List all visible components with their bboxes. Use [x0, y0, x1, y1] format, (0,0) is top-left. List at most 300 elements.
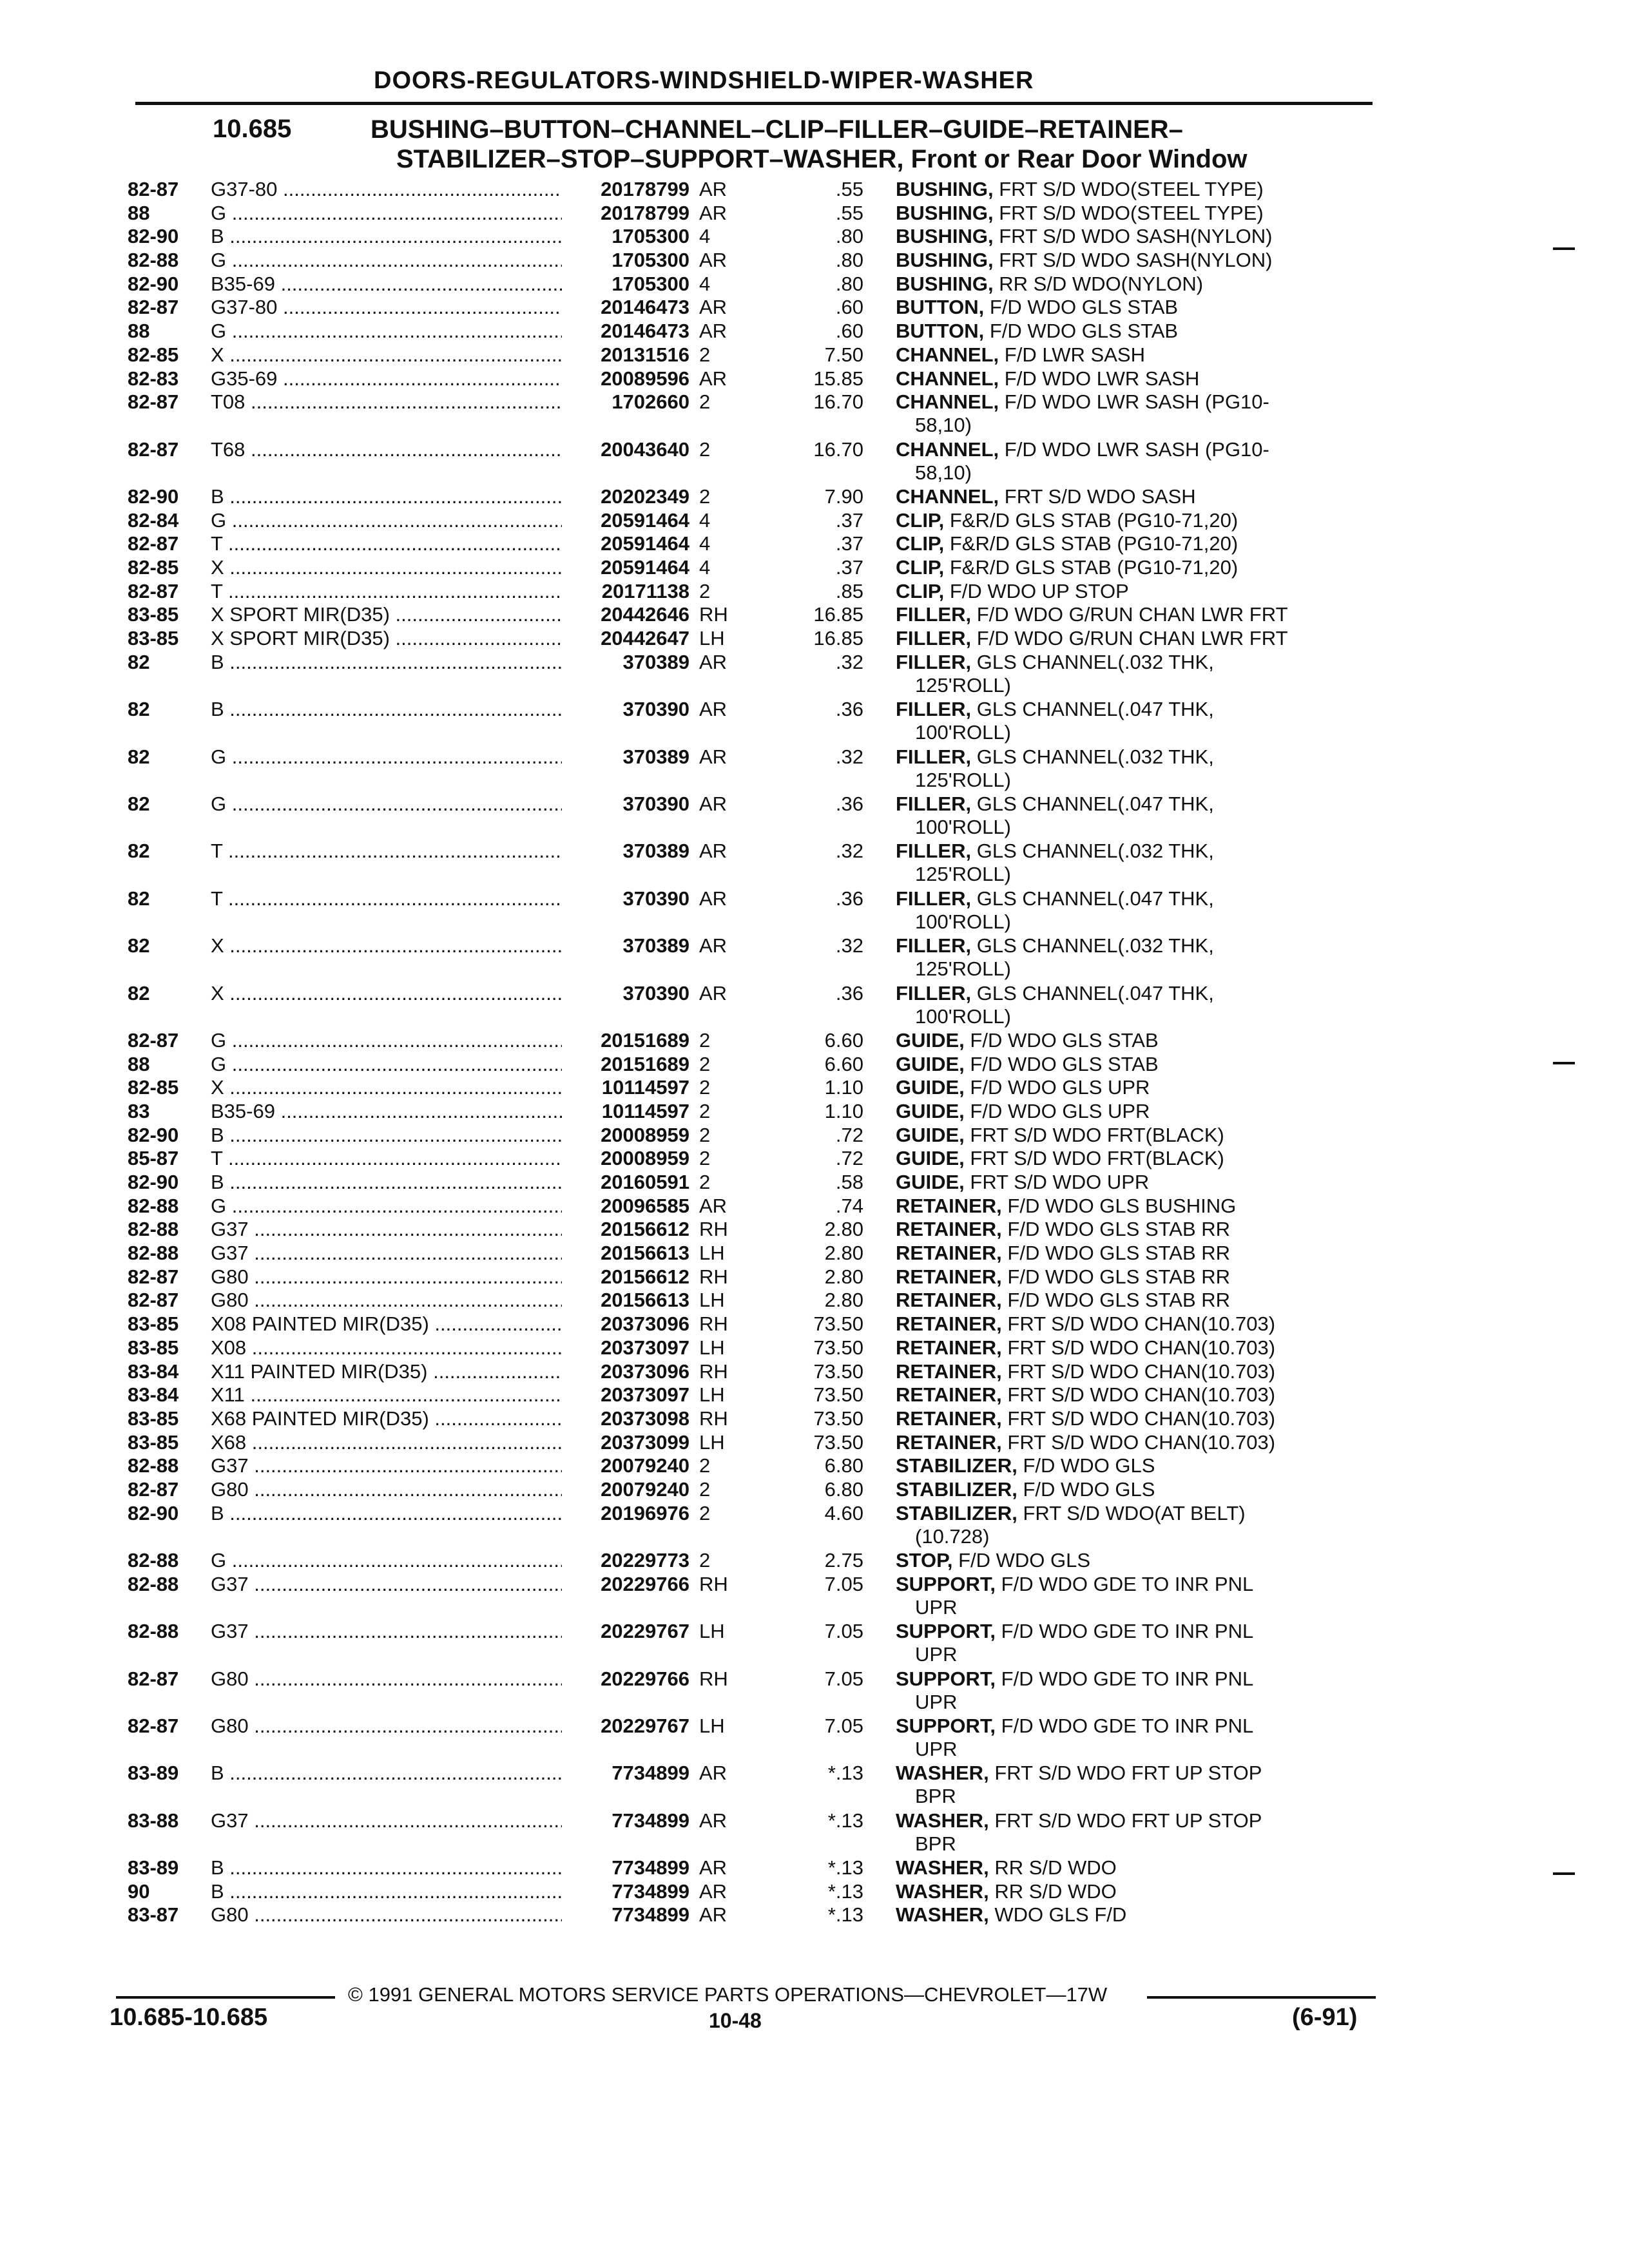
model-text: G37 [211, 1242, 249, 1265]
description-cell [896, 1573, 1373, 1619]
part-name: CLIP, [896, 579, 945, 602]
part-number-cell: 1705300 [612, 272, 689, 295]
part-description: F/D WDO GLS STAB RR [1007, 1218, 1231, 1241]
part-description: F/D WDO G/RUN CHAN LWR FRT [976, 627, 1288, 650]
leader-dots [222, 580, 562, 602]
part-name: CLIP, [896, 556, 945, 579]
leader-dots [277, 178, 562, 200]
model-cell [211, 603, 562, 626]
quantity-cell: 2 [699, 1028, 711, 1052]
table-row [0, 1573, 1629, 1620]
price-cell: .85 [835, 579, 863, 602]
description-cell [896, 320, 1373, 343]
description-cell [896, 390, 1373, 437]
description-cell [896, 1880, 1373, 1903]
part-number-cell: 20229767 [601, 1620, 689, 1643]
description-continuation: 100'ROLL) [915, 1004, 1011, 1028]
table-row [0, 1242, 1629, 1265]
leader-dots [427, 1360, 562, 1383]
price-cell: 2.75 [824, 1549, 863, 1572]
part-name: GUIDE, [896, 1171, 965, 1194]
quantity-cell: 4 [699, 225, 711, 248]
model-cell [211, 1407, 562, 1430]
part-number-cell: 20160591 [601, 1171, 689, 1194]
part-number-cell: 370389 [622, 840, 689, 863]
leader-dots [245, 390, 562, 413]
part-description: F/D WDO UP STOP [949, 579, 1129, 602]
year-cell: 82 [128, 981, 150, 1004]
table-row [0, 1053, 1629, 1077]
part-name: CHANNEL, [896, 367, 999, 390]
part-description: F/D WDO G/RUN CHAN LWR FRT [976, 603, 1288, 626]
price-cell: 7.05 [824, 1572, 863, 1595]
leader-dots [224, 982, 562, 1004]
quantity-cell: LH [699, 1620, 725, 1643]
leader-dots [224, 1076, 562, 1099]
table-row [0, 296, 1629, 320]
model-cell [211, 745, 562, 769]
part-name: BUSHING, [896, 178, 994, 200]
price-cell: 16.70 [813, 437, 863, 461]
description-cell [896, 1171, 1373, 1194]
quantity-cell: LH [699, 1289, 725, 1312]
description-continuation: 125'ROLL) [915, 863, 1011, 886]
part-name: BUSHING, [896, 249, 994, 272]
model-text: T68 [211, 437, 246, 461]
part-description: FRT S/D WDO FRT UP STOP [994, 1809, 1262, 1832]
model-text: B [211, 1171, 224, 1194]
description-continuation: 100'ROLL) [915, 815, 1011, 838]
description-cell [896, 840, 1373, 886]
part-name: FILLER, [896, 792, 972, 815]
part-name: FILLER, [896, 745, 972, 768]
part-description: F/D WDO GDE TO INR PNL [1001, 1667, 1254, 1690]
part-description: F/D WDO GDE TO INR PNL [1001, 1714, 1254, 1737]
model-text: B [211, 1123, 224, 1146]
model-cell [211, 296, 562, 319]
table-row [0, 485, 1629, 509]
model-text: G37-80 [211, 296, 278, 319]
price-cell: .32 [835, 840, 863, 863]
description-cell [896, 1053, 1373, 1076]
leader-dots [245, 1383, 562, 1406]
quantity-cell: 2 [699, 1454, 711, 1477]
table-row [0, 1147, 1629, 1171]
model-cell [211, 1880, 562, 1903]
table-row [0, 934, 1629, 981]
model-cell [211, 509, 562, 532]
quantity-cell: 2 [699, 1099, 711, 1122]
model-text: B [211, 1856, 224, 1879]
part-number-cell: 20008959 [601, 1123, 689, 1146]
price-cell: *.13 [827, 1809, 863, 1832]
quantity-cell: 2 [699, 437, 711, 461]
part-number-cell: 20156612 [601, 1265, 689, 1288]
part-description: F/D WDO GLS STAB [989, 320, 1179, 343]
part-name: GUIDE, [896, 1099, 965, 1122]
quantity-cell: 2 [699, 390, 711, 414]
year-cell: 82 [128, 698, 150, 721]
leader-dots [222, 532, 562, 555]
price-cell: .37 [835, 532, 863, 555]
part-name: CLIP, [896, 532, 945, 555]
part-number-cell: 20079240 [601, 1454, 689, 1477]
description-cell [896, 1124, 1373, 1147]
price-cell: .72 [835, 1123, 863, 1146]
description-cell [896, 982, 1373, 1028]
description-cell [896, 1454, 1373, 1477]
part-number-cell: 10114597 [601, 1099, 689, 1122]
model-text: X [211, 556, 224, 579]
footer-rule-right [1147, 1996, 1376, 1999]
part-description: WDO GLS F/D [994, 1903, 1127, 1927]
description-continuation: 58,10) [915, 461, 972, 484]
year-cell: 82-90 [128, 1123, 179, 1146]
year-cell: 82-90 [128, 272, 179, 295]
part-number-cell: 20156613 [601, 1289, 689, 1312]
year-cell: 82-87 [128, 437, 179, 461]
year-cell: 83-88 [128, 1809, 179, 1832]
part-name: BUSHING, [896, 225, 994, 248]
leader-dots [224, 343, 562, 366]
description-cell [896, 651, 1373, 697]
description-cell [896, 698, 1373, 744]
year-cell: 82-88 [128, 1549, 179, 1572]
model-text: G37 [211, 1809, 249, 1832]
year-cell: 82-88 [128, 1242, 179, 1265]
part-name: GUIDE, [896, 1076, 965, 1099]
year-cell: 82-88 [128, 1194, 179, 1217]
year-cell: 82-90 [128, 1171, 179, 1194]
description-continuation: (10.728) [915, 1524, 990, 1548]
model-text: G [211, 1549, 227, 1572]
year-cell: 83-89 [128, 1856, 179, 1879]
description-continuation: UPR [915, 1595, 958, 1619]
leader-dots [224, 1856, 562, 1879]
model-cell [211, 1573, 562, 1596]
quantity-cell: 4 [699, 508, 711, 532]
part-number-cell: 1705300 [612, 249, 689, 272]
description-cell [896, 485, 1373, 508]
price-cell: 6.80 [824, 1454, 863, 1477]
part-description: F&R/D GLS STAB (PG10-71,20) [949, 532, 1239, 555]
part-name: FILLER, [896, 887, 972, 910]
part-name: FILLER, [896, 840, 972, 863]
model-cell [211, 1715, 562, 1738]
model-cell [211, 793, 562, 816]
part-description: FRT S/D WDO CHAN(10.703) [1007, 1312, 1276, 1336]
part-number-cell: 20373098 [601, 1407, 689, 1430]
model-cell [211, 343, 562, 367]
part-name: GUIDE, [896, 1052, 965, 1075]
model-text: T [211, 887, 223, 910]
part-description: F/D WDO GLS STAB [989, 296, 1179, 319]
part-number-cell: 7734899 [612, 1809, 689, 1832]
part-name: RETAINER, [896, 1242, 1002, 1265]
part-number-cell: 20229773 [601, 1549, 689, 1572]
price-cell: 2.80 [824, 1218, 863, 1241]
description-cell [896, 1312, 1373, 1336]
part-number-cell: 20008959 [601, 1147, 689, 1170]
model-text: X [211, 934, 224, 957]
quantity-cell: LH [699, 1383, 725, 1407]
section-title-line2: STABILIZER–STOP–SUPPORT–WASHER, Front or Rear Door Window [396, 145, 1248, 173]
model-text: G80 [211, 1667, 249, 1690]
price-cell: *.13 [827, 1879, 863, 1903]
part-description: GLS CHANNEL(.047 THK, [976, 887, 1214, 910]
part-number-cell: 20202349 [601, 485, 689, 508]
part-number-cell: 20373096 [601, 1360, 689, 1383]
description-cell [896, 1218, 1373, 1241]
year-cell: 83-85 [128, 627, 179, 650]
part-number-cell: 20079240 [601, 1477, 689, 1501]
quantity-cell: 2 [699, 1477, 711, 1501]
part-description: FRT S/D WDO CHAN(10.703) [1007, 1336, 1276, 1359]
part-name: SUPPORT, [896, 1714, 996, 1737]
description-cell [896, 1549, 1373, 1572]
part-number-cell: 20156613 [601, 1242, 689, 1265]
price-cell: 7.50 [824, 343, 863, 366]
table-row [0, 273, 1629, 296]
quantity-cell: 2 [699, 1171, 711, 1194]
model-cell [211, 1431, 562, 1454]
model-cell [211, 627, 562, 650]
model-text: G [211, 1028, 227, 1052]
part-number-cell: 20089596 [601, 367, 689, 390]
year-cell: 82-84 [128, 508, 179, 532]
footer-date: (6-91) [1292, 2004, 1358, 2031]
part-number-cell: 7734899 [612, 1856, 689, 1879]
model-cell [211, 1124, 562, 1147]
table-row [0, 745, 1629, 793]
description-cell [896, 1336, 1373, 1360]
part-description: FRT S/D WDO FRT(BLACK) [970, 1123, 1224, 1146]
description-cell [896, 745, 1373, 792]
description-cell [896, 627, 1373, 650]
model-text: G [211, 201, 227, 224]
description-continuation: UPR [915, 1643, 958, 1666]
price-cell: .72 [835, 1147, 863, 1170]
quantity-cell: AR [699, 201, 728, 224]
model-cell [211, 485, 562, 508]
quantity-cell: RH [699, 1667, 728, 1690]
parts-table [0, 178, 1629, 1927]
table-row [0, 1076, 1629, 1100]
part-description: GLS CHANNEL(.047 THK, [976, 792, 1214, 815]
quantity-cell: AR [699, 1809, 728, 1832]
price-cell: 73.50 [813, 1407, 863, 1430]
leader-dots [224, 1124, 562, 1146]
year-cell: 83-85 [128, 603, 179, 626]
part-number-cell: 20043640 [601, 437, 689, 461]
description-cell [896, 1383, 1373, 1407]
quantity-cell: 2 [699, 485, 711, 508]
header-rule [135, 102, 1373, 105]
quantity-cell: 4 [699, 532, 711, 555]
part-name: FILLER, [896, 603, 972, 626]
leader-dots [226, 320, 562, 342]
part-number-cell: 20229767 [601, 1714, 689, 1737]
section-title-line1: BUSHING–BUTTON–CHANNEL–CLIP–FILLER–GUIDE–RETAINER– [371, 115, 1183, 144]
quantity-cell: AR [699, 1762, 728, 1785]
part-description: GLS CHANNEL(.032 THK, [976, 745, 1214, 768]
model-cell [211, 1620, 562, 1643]
part-description: RR S/D WDO [994, 1856, 1117, 1879]
model-cell [211, 532, 562, 555]
year-cell: 82 [128, 934, 150, 957]
model-cell [211, 1147, 562, 1170]
part-description: F/D WDO GLS UPR [970, 1099, 1150, 1122]
table-row [0, 1312, 1629, 1336]
model-text: X08 [211, 1336, 247, 1359]
table-row [0, 1124, 1629, 1148]
part-number-cell: 20442646 [601, 603, 689, 626]
price-cell: 7.90 [824, 485, 863, 508]
table-row [0, 627, 1629, 651]
price-cell: 15.85 [813, 367, 863, 390]
description-cell [896, 1502, 1373, 1548]
part-name: RETAINER, [896, 1430, 1002, 1454]
quantity-cell: RH [699, 1572, 728, 1595]
price-cell: 1.10 [824, 1099, 863, 1122]
price-cell: .80 [835, 249, 863, 272]
quantity-cell: 2 [699, 1147, 711, 1170]
part-name: WASHER, [896, 1879, 989, 1903]
year-cell: 83-87 [128, 1903, 179, 1927]
model-text: T08 [211, 390, 246, 414]
part-number-cell: 20229766 [601, 1572, 689, 1595]
model-cell [211, 367, 562, 390]
model-cell [211, 438, 562, 461]
part-number-cell: 370389 [622, 650, 689, 673]
part-number-cell: 370390 [622, 792, 689, 815]
model-text: B [211, 1762, 224, 1785]
part-name: STABILIZER, [896, 1501, 1017, 1524]
year-cell: 83-85 [128, 1407, 179, 1430]
price-cell: 2.80 [824, 1265, 863, 1288]
model-cell [211, 934, 562, 957]
quantity-cell: RH [699, 1312, 728, 1336]
model-text: X11 PAINTED MIR(D35) [211, 1360, 428, 1383]
part-description: F/D WDO GLS STAB RR [1007, 1242, 1231, 1265]
year-cell: 82-85 [128, 556, 179, 579]
part-description: F&R/D GLS STAB (PG10-71,20) [949, 556, 1239, 579]
part-description: FRT S/D WDO CHAN(10.703) [1007, 1430, 1276, 1454]
part-description: GLS CHANNEL(.047 THK, [976, 698, 1214, 721]
price-cell: 73.50 [813, 1383, 863, 1407]
description-continuation: 125'ROLL) [915, 768, 1011, 791]
description-cell [896, 887, 1373, 934]
part-name: RETAINER, [896, 1289, 1002, 1312]
description-cell [896, 1289, 1373, 1312]
year-cell: 82-90 [128, 225, 179, 248]
model-cell [211, 1171, 562, 1194]
part-name: RETAINER, [896, 1312, 1002, 1336]
table-row [0, 390, 1629, 437]
price-cell: .80 [835, 225, 863, 248]
year-cell: 82 [128, 792, 150, 815]
part-name: BUSHING, [896, 201, 994, 224]
model-cell [211, 1312, 562, 1336]
model-text: G [211, 249, 227, 272]
copyright-notice: © 1991 GENERAL MOTORS SERVICE PARTS OPERATIONS—CHEVROLET—17W [348, 1983, 1108, 2006]
model-text: X68 PAINTED MIR(D35) [211, 1407, 429, 1430]
part-name: STOP, [896, 1549, 953, 1572]
model-cell [211, 840, 562, 863]
model-text: X11 [211, 1383, 245, 1407]
year-cell: 88 [128, 320, 150, 343]
quantity-cell: 4 [699, 272, 711, 295]
leader-dots [224, 1880, 562, 1903]
table-row [0, 1762, 1629, 1809]
quantity-cell: AR [699, 934, 728, 957]
description-cell [896, 225, 1373, 248]
table-row [0, 1171, 1629, 1195]
part-name: RETAINER, [896, 1360, 1002, 1383]
part-number-cell: 20591464 [601, 556, 689, 579]
model-text: G80 [211, 1714, 249, 1737]
description-cell [896, 296, 1373, 319]
table-row [0, 1431, 1629, 1455]
table-row [0, 509, 1629, 533]
table-row [0, 343, 1629, 367]
price-cell: .36 [835, 792, 863, 815]
model-cell [211, 390, 562, 414]
part-name: RETAINER, [896, 1336, 1002, 1359]
quantity-cell: AR [699, 296, 728, 319]
leader-dots [245, 438, 562, 461]
description-cell [896, 1360, 1373, 1383]
description-cell [896, 1762, 1373, 1808]
model-text: X SPORT MIR(D35) [211, 627, 390, 650]
leader-dots [226, 509, 562, 532]
table-row [0, 1029, 1629, 1053]
leader-dots [222, 887, 562, 910]
price-cell: .32 [835, 745, 863, 768]
part-number-cell: 20178799 [601, 201, 689, 224]
year-cell: 82-88 [128, 249, 179, 272]
part-number-cell: 370390 [622, 887, 689, 910]
part-number-cell: 1705300 [612, 225, 689, 248]
leader-dots [249, 1903, 562, 1926]
table-row [0, 698, 1629, 745]
part-description: GLS CHANNEL(.047 THK, [976, 981, 1214, 1004]
leader-dots [390, 603, 562, 626]
part-number-cell: 20146473 [601, 320, 689, 343]
quantity-cell: RH [699, 1265, 728, 1288]
model-text: G [211, 745, 227, 768]
leader-dots [249, 1573, 562, 1595]
description-cell [896, 532, 1373, 555]
part-description: F/D WDO GLS STAB RR [1007, 1289, 1231, 1312]
table-row [0, 202, 1629, 226]
quantity-cell: LH [699, 1714, 725, 1737]
leader-dots [277, 296, 562, 318]
price-cell: 4.60 [824, 1501, 863, 1524]
table-row [0, 982, 1629, 1029]
leader-dots [249, 1218, 562, 1240]
part-description: F/D LWR SASH [1004, 343, 1145, 366]
year-cell: 82-88 [128, 1572, 179, 1595]
part-name: RETAINER, [896, 1407, 1002, 1430]
leader-dots [246, 1336, 562, 1359]
leader-dots [222, 1147, 562, 1169]
leader-dots [277, 367, 562, 390]
model-cell [211, 1100, 562, 1123]
model-text: G80 [211, 1903, 249, 1927]
leader-dots [390, 627, 562, 649]
part-description: F/D WDO GDE TO INR PNL [1001, 1620, 1254, 1643]
